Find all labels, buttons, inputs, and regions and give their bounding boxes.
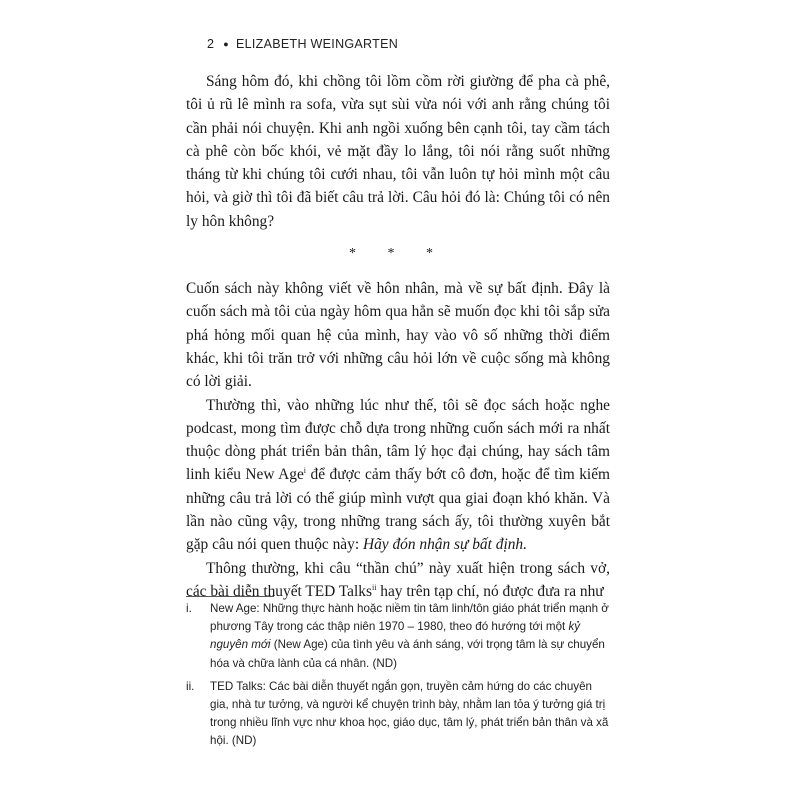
footnotes xyxy=(186,600,610,756)
footnote-item xyxy=(186,600,610,673)
paragraph-4-text: Thông thường, khi câu “thần chú” này xuất hiện trong sách vở, các bài diễn thuyết TED Talks xyxy=(186,559,610,600)
section-break: * * * xyxy=(349,246,447,262)
paragraph-3 xyxy=(186,394,610,557)
paragraph-3-text-cont: để được cảm thấy bớt cô đơn, hoặc để tìm kiếm những câu trả lời có thể giúp mình vượt qua giai đoạn khó khăn. Và lần nào cũng vậy, trong những trang sách ấy, tôi thường xuyên bắt gặp câu nói quen thuộc này: xyxy=(186,466,610,554)
page-number: 2 xyxy=(207,37,215,51)
paragraph-4-text-cont: hay trên tạp chí, nó được đưa ra như xyxy=(376,582,604,600)
bullet-separator-icon: ● xyxy=(223,39,230,49)
paragraph-1: Sáng hôm đó, khi chồng tôi lồm cồm rời giường để pha cà phê, tôi ủ rũ lê mình ra sofa, vừa sụt sùi vừa nói với anh rằng chúng tôi cần phải nói chuyện. Khi anh ngồi xuống bên cạnh tôi, tay cầm tách cà phê còn bốc khói, vẻ mặt đầy lo lắng, tôi nói rằng suốt những tháng từ khi chúng tôi cưới nhau, tôi vẫn luôn tự hỏi mình một câu hỏi, và giờ thì tôi đã biết câu trả lời. Câu hỏi đó là: Chúng tôi có nên ly hôn không? xyxy=(186,73,610,230)
footnote-text: TED Talks: Các bài diễn thuyết ngắn gọn, truyền cảm hứng do các chuyên gia, nhà tư tưởng, và người kể chuyện trình bày, nhằm lan tỏa ý tưởng giá trị trong nhiều lĩnh vực như khoa học, giáo dục, tâm lý, phát triển bản thân và xã hội. (ND) xyxy=(210,679,609,748)
footnote-divider xyxy=(186,596,274,597)
footnote-ref-ii: ii xyxy=(371,582,377,592)
footnote-emphasis: kỷ nguyên mới xyxy=(210,620,581,652)
footnote-marker: i. xyxy=(186,602,192,615)
running-head xyxy=(207,37,398,51)
paragraph-3-text: Thường thì, vào những lúc như thế, tôi sẽ đọc sách hoặc nghe podcast, mong tìm được chỗ dựa trong những cuốn sách mới ra nhất thuộc dòng phát triển bản thân, tâm lý học đại chúng, hay sách tâm linh kiểu New Age xyxy=(186,396,610,484)
footnote-item xyxy=(186,678,610,751)
author-name: ELIZABETH WEINGARTEN xyxy=(236,37,399,51)
body-text xyxy=(186,70,610,603)
paragraph-2: Cuốn sách này không viết về hôn nhân, mà về sự bất định. Đây là cuốn sách mà tôi của ngày hôm qua hẳn sẽ muốn đọc khi tôi sắp sửa phá hỏng mối quan hệ của mình, hay vào vô số những thời điểm khác, khi tôi trăn trở với những câu hỏi lớn về cuộc sống mà không có lời giải. xyxy=(186,280,610,391)
paragraph-3-emphasis: Hãy đón nhận sự bất định. xyxy=(362,536,527,554)
footnote-marker: ii. xyxy=(186,679,195,693)
footnote-text-cont: (New Age) của tình yêu và ánh sáng, với trọng tâm là sự chuyển hóa và chữa lành của cá nhân. (ND) xyxy=(210,638,605,670)
footnote-ref-i: i xyxy=(303,466,307,476)
footnote-text: New Age: Những thực hành hoặc niềm tin tâm linh/tôn giáo phát triển mạnh ở phương Tây trong các thập niên 1970 – 1980, theo đó hướng tới một xyxy=(210,602,609,634)
